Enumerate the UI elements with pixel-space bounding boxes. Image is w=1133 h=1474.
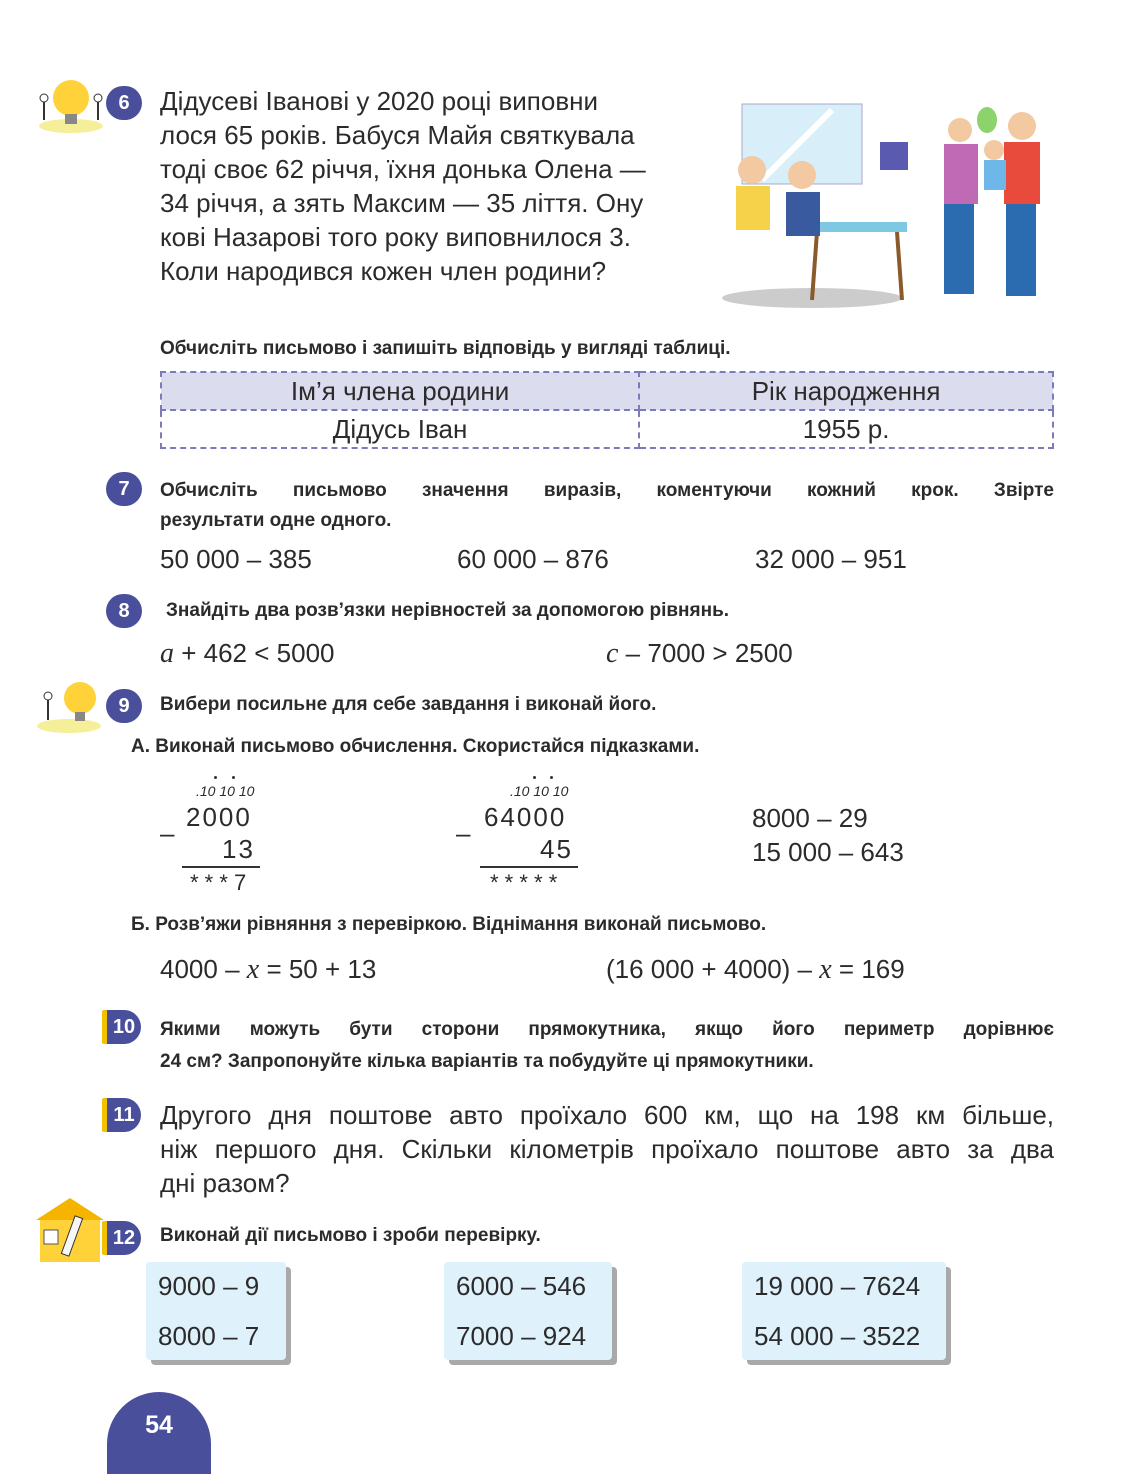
text-line: тоді своє 62 річчя, їхня донька Олена — xyxy=(160,154,646,184)
subtrahend: 45 xyxy=(540,834,573,864)
underline xyxy=(182,866,260,868)
text-line: кові Назарові того року виповнилося 3. xyxy=(160,222,631,252)
expression: 54 000 – 3522 xyxy=(754,1321,921,1351)
expression: 15 000 – 643 xyxy=(752,837,904,867)
text-line: дні разом? xyxy=(160,1168,290,1198)
lightbulb-icon xyxy=(36,76,106,134)
task-number-badge: 6 xyxy=(106,86,142,120)
minus-sign: – xyxy=(160,818,175,848)
expression: 8000 – 29 xyxy=(752,803,868,833)
task-number-badge: 10 xyxy=(102,1010,141,1044)
expression: 9000 – 9 xyxy=(158,1271,260,1301)
text-line: Другого дня поштове авто проїхало 600 км, що на 198 км більше, xyxy=(160,1100,1054,1130)
inequality-rest: – 7000 > 2500 xyxy=(625,638,793,668)
table-cell: 1955 р. xyxy=(639,410,1053,448)
equation-right: = 169 xyxy=(838,954,905,984)
carry-dot xyxy=(550,776,553,779)
expression: 6000 – 546 xyxy=(456,1271,587,1301)
text-line: результати одне одного. xyxy=(160,510,392,531)
variable: x xyxy=(819,954,832,985)
task-6-text xyxy=(160,84,705,288)
underline xyxy=(480,866,578,868)
minus-sign: – xyxy=(456,818,471,848)
task-12-text: Виконай дії письмово і зроби перевірку. xyxy=(160,1225,541,1246)
page-number: 54 xyxy=(107,1392,211,1474)
table-cell: Дідусь Іван xyxy=(161,410,639,448)
inequality xyxy=(606,638,793,670)
part-a-text: А. Виконай письмово обчислення. Скористайся підказками. xyxy=(131,736,700,757)
task-number-badge: 9 xyxy=(106,689,142,723)
exercise-box xyxy=(146,1262,286,1360)
carry-dot xyxy=(232,776,235,779)
table-header-row xyxy=(161,372,1053,410)
text-line: ніж першого дня. Скільки кілометрів проїхало поштове авто за два xyxy=(160,1134,1054,1164)
equation xyxy=(606,954,905,986)
text-line: 34 річчя, а зять Максим — 35 ліття. Ону xyxy=(160,188,644,218)
variable: x xyxy=(246,954,260,985)
task-number-badge: 11 xyxy=(102,1098,141,1132)
minuend: 2000 xyxy=(186,802,252,832)
expression: 32 000 – 951 xyxy=(755,544,907,574)
equation-left: (16 000 + 4000) – xyxy=(606,954,812,984)
task-number-badge: 7 xyxy=(106,472,142,506)
task-number-badge: 8 xyxy=(106,594,142,628)
text-line: Дідусеві Іванові у 2020 році виповни xyxy=(160,86,599,116)
variable: a xyxy=(160,638,174,669)
task-8-text: Знайдіть два розв’язки нерівностей за допомогою рівнянь. xyxy=(166,600,730,621)
task-11-text xyxy=(160,1098,1054,1200)
task-10-text xyxy=(160,1014,1054,1078)
exercise-box xyxy=(444,1262,612,1360)
difference: * * * * * xyxy=(490,870,558,895)
lightbulb-icon xyxy=(34,678,104,734)
table-header-cell: Рік народження xyxy=(639,372,1053,410)
difference: * * * 7 xyxy=(190,870,247,895)
part-b-text: Б. Розв’яжи рівняння з перевіркою. Віднімання виконай письмово. xyxy=(131,914,767,935)
text-line: 24 см? Запропонуйте кілька варіантів та побудуйте ці прямокутники. xyxy=(160,1051,814,1072)
family-illustration xyxy=(722,100,1062,312)
carry-digits: .10 10 10 xyxy=(196,783,255,799)
text-line: лося 65 років. Бабуся Майя святкувала xyxy=(160,120,635,150)
birth-year-table xyxy=(160,371,1054,449)
house-pencil-icon xyxy=(34,1196,106,1264)
text-line: Коли народився кожен член родини? xyxy=(160,256,607,286)
table-header-cell: Ім’я члена родини xyxy=(161,372,639,410)
task-9-text: Вибери посильне для себе завдання і виконай його. xyxy=(160,694,657,715)
expression: 50 000 – 385 xyxy=(160,544,312,574)
equation-right: = 50 + 13 xyxy=(266,954,377,984)
carry-digits: .10 10 10 xyxy=(510,783,569,799)
exercise-box xyxy=(742,1262,946,1360)
expression: 60 000 – 876 xyxy=(457,544,609,574)
task-7-text xyxy=(160,476,1054,536)
carry-dot xyxy=(533,776,536,779)
expression: 7000 – 924 xyxy=(456,1321,587,1351)
text-line: Якими можуть бути сторони прямокутника, якщо його периметр дорівнює xyxy=(160,1019,1054,1040)
variable: c xyxy=(606,638,619,669)
inequality-rest: + 462 < 5000 xyxy=(181,638,335,668)
task-6-instruction: Обчисліть письмово і запишіть відповідь у вигляді таблиці. xyxy=(160,338,731,359)
equation-left: 4000 – xyxy=(160,954,240,984)
minuend: 64000 xyxy=(484,802,567,832)
subtrahend: 13 xyxy=(222,834,255,864)
table-row xyxy=(161,410,1053,448)
expression: 8000 – 7 xyxy=(158,1321,260,1351)
task-number-badge: 12 xyxy=(102,1221,141,1255)
expression: 19 000 – 7624 xyxy=(754,1271,921,1301)
equation xyxy=(160,954,376,986)
text-line: Обчисліть письмово значення виразів, коментуючи кожний крок. Звірте xyxy=(160,480,1054,501)
carry-dot xyxy=(214,776,217,779)
inequality xyxy=(160,638,335,670)
